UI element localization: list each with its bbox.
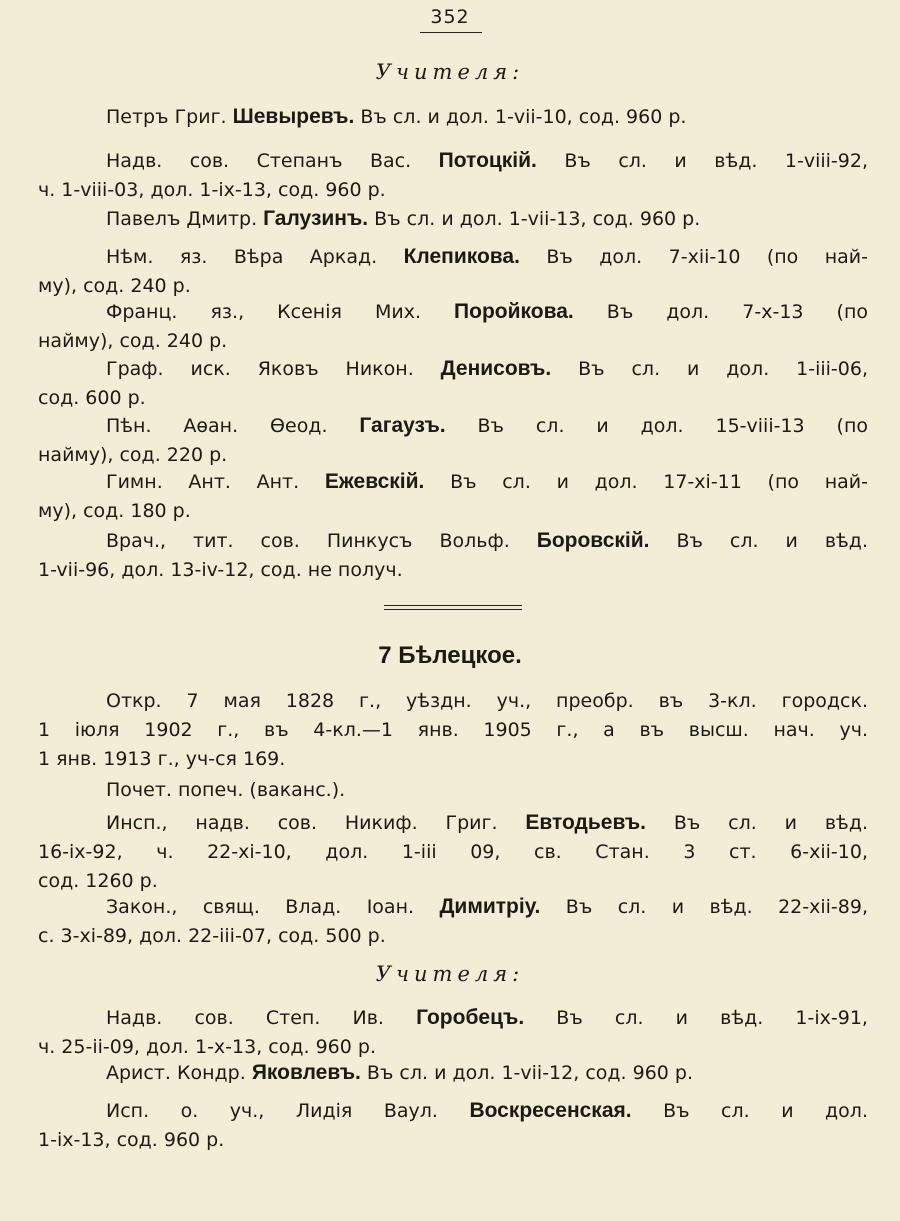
entry bbox=[38, 892, 868, 951]
text-line bbox=[38, 1126, 868, 1155]
line-text: му), сод. 240 р. bbox=[38, 275, 191, 297]
line-text: Въ сл. и дол. 1-vii-13, сод. 960 р. bbox=[368, 208, 701, 230]
line-text: Въ сл. и вѣд. bbox=[649, 530, 868, 552]
entry bbox=[38, 242, 868, 301]
text-line bbox=[106, 242, 868, 272]
line-text: сод. 600 р. bbox=[38, 387, 146, 409]
line-text: Въ дол. 7-xii-10 (по най- bbox=[519, 246, 869, 268]
entry bbox=[38, 467, 868, 526]
line-text: найму), сод. 220 р. bbox=[38, 444, 228, 466]
person-surname: Воскресенская. bbox=[469, 1099, 632, 1122]
person-surname: Денисовъ. bbox=[440, 357, 552, 380]
entry bbox=[38, 204, 868, 234]
line-text: Надв. сов. Степанъ Вас. bbox=[106, 150, 439, 172]
person-surname: Потоцкій. bbox=[438, 149, 537, 172]
text-line bbox=[106, 297, 868, 327]
person-surname: Яковлевъ. bbox=[251, 1061, 361, 1084]
line-text: Почет. попеч. (ваканс.). bbox=[106, 779, 346, 801]
line-text: Въ сл. и дол. bbox=[631, 1100, 868, 1122]
entry bbox=[38, 411, 868, 470]
text-line bbox=[106, 1096, 868, 1126]
person-surname: Боровскій. bbox=[536, 529, 650, 552]
entry bbox=[38, 1058, 868, 1088]
line-text: Въ сл. и вѣд. 1-viii-92, bbox=[536, 150, 868, 172]
person-surname: Ежевскій. bbox=[324, 470, 425, 493]
line-text: Павелъ Дмитр. bbox=[106, 208, 264, 230]
text-line bbox=[38, 838, 868, 867]
line-text: Гимн. Ант. Ант. bbox=[106, 471, 325, 493]
text-line bbox=[106, 808, 868, 838]
person-surname: Клепикова. bbox=[403, 245, 520, 268]
text-line bbox=[38, 327, 868, 356]
line-text: Въ сл. и дол. 1-vii-10, сод. 960 р. bbox=[354, 106, 687, 128]
line-text: Арист. Кондр. bbox=[106, 1062, 252, 1084]
text-line bbox=[106, 411, 868, 441]
line-text: ч. 25-ii-09, дол. 1-x-13, сод. 960 р. bbox=[38, 1036, 376, 1058]
line-text: Въ сл. и дол. 15-viii-13 (по bbox=[445, 415, 868, 437]
person-surname: Горобецъ. bbox=[416, 1006, 525, 1029]
line-text: Врач., тит. сов. Пинкусъ Вольф. bbox=[106, 530, 537, 552]
entry bbox=[38, 354, 868, 413]
text-line bbox=[38, 745, 868, 774]
line-text: Надв. сов. Степ. Ив. bbox=[106, 1007, 417, 1029]
text-line bbox=[38, 497, 868, 526]
line-text: с. 3-xi-89, дол. 22-iii-07, сод. 500 р. bbox=[38, 925, 386, 947]
text-line bbox=[106, 776, 868, 805]
text-line bbox=[106, 687, 868, 716]
entry bbox=[38, 808, 868, 896]
line-text: найму), сод. 240 р. bbox=[38, 330, 228, 352]
line-text: Граф. иск. Яковъ Никон. bbox=[106, 358, 441, 380]
line-text: 1-vii-96, дол. 13-iv-12, сод. не получ. bbox=[38, 559, 403, 581]
text-line bbox=[106, 526, 868, 556]
line-text: Петръ Григ. bbox=[106, 106, 233, 128]
text-line bbox=[38, 716, 868, 745]
line-text: Нѣм. яз. Вѣра Аркад. bbox=[106, 246, 404, 268]
line-text: 1-ix-13, сод. 960 р. bbox=[38, 1129, 225, 1151]
person-surname: Шевыревъ. bbox=[232, 105, 355, 128]
text-line bbox=[38, 922, 868, 951]
entry bbox=[38, 146, 868, 205]
line-text: Въ сл. и вѣд. bbox=[646, 812, 868, 834]
text-line bbox=[38, 441, 868, 470]
line-text: Инсп., надв. сов. Никиф. Григ. bbox=[106, 812, 526, 834]
text-line bbox=[38, 176, 868, 205]
entry bbox=[38, 297, 868, 356]
page-number: 352 bbox=[430, 6, 470, 28]
line-text: 1 янв. 1913 г., уч-ся 169. bbox=[38, 748, 286, 770]
entry bbox=[38, 526, 868, 585]
text-line bbox=[106, 146, 868, 176]
text-line bbox=[106, 354, 868, 384]
text-line bbox=[38, 384, 868, 413]
text-line bbox=[106, 1003, 868, 1033]
person-surname: Поройкова. bbox=[454, 300, 574, 323]
person-surname: Гагаузъ. bbox=[359, 414, 446, 437]
line-text: Въ сл. и вѣд. 22-xii-89, bbox=[540, 896, 868, 918]
text-line bbox=[106, 204, 868, 234]
line-text: 1 іюля 1902 г., въ 4-кл.—1 янв. 1905 г., а въ высш. нач. уч. bbox=[38, 719, 868, 741]
text-line bbox=[106, 892, 868, 922]
line-text: Въ сл. и дол. 17-xi-11 (по най- bbox=[424, 471, 868, 493]
entry bbox=[38, 1096, 868, 1155]
section-heading: Учителя: bbox=[375, 60, 525, 84]
line-text: Франц. яз., Ксенія Мих. bbox=[106, 301, 455, 323]
line-text: Откр. 7 мая 1828 г., уѣздн. уч., преобр. въ 3-кл. городск. bbox=[106, 690, 868, 712]
text-line bbox=[106, 102, 868, 132]
person-surname: Галузинъ. bbox=[263, 207, 369, 230]
line-text: му), сод. 180 р. bbox=[38, 500, 191, 522]
text-line bbox=[38, 556, 868, 585]
section-title: 7 Бѣлецкое. bbox=[378, 642, 522, 669]
line-text: Исп. о. уч., Лидія Ваул. bbox=[106, 1100, 470, 1122]
line-text: Закон., свящ. Влад. Іоан. bbox=[106, 896, 440, 918]
entry bbox=[38, 102, 868, 132]
section-heading: Учителя: bbox=[375, 962, 525, 986]
entry bbox=[38, 687, 868, 774]
section-divider bbox=[384, 605, 522, 610]
entry bbox=[38, 776, 868, 805]
text-line bbox=[106, 1058, 868, 1088]
line-text: сод. 1260 р. bbox=[38, 870, 158, 892]
line-text: Пѣн. Аѳан. Ѳеод. bbox=[106, 415, 360, 437]
text-line bbox=[106, 467, 868, 497]
line-text: Въ сл. и дол. 1-vii-12, сод. 960 р. bbox=[360, 1062, 694, 1084]
entry bbox=[38, 1003, 868, 1062]
page-number-rule bbox=[420, 32, 482, 33]
line-text: Въ сл. и вѣд. 1-ix-91, bbox=[524, 1007, 868, 1029]
line-text: Въ дол. 7-x-13 (по bbox=[573, 301, 868, 323]
person-surname: Димитріу. bbox=[439, 895, 541, 918]
line-text: Въ сл. и дол. 1-iii-06, bbox=[551, 358, 869, 380]
line-text: 16-ix-92, ч. 22-xi-10, дол. 1-iii 09, св. Стан. 3 ст. 6-xii-10, bbox=[38, 841, 868, 863]
person-surname: Евтодьевъ. bbox=[525, 811, 647, 834]
line-text: ч. 1-viii-03, дол. 1-ix-13, сод. 960 р. bbox=[38, 179, 386, 201]
